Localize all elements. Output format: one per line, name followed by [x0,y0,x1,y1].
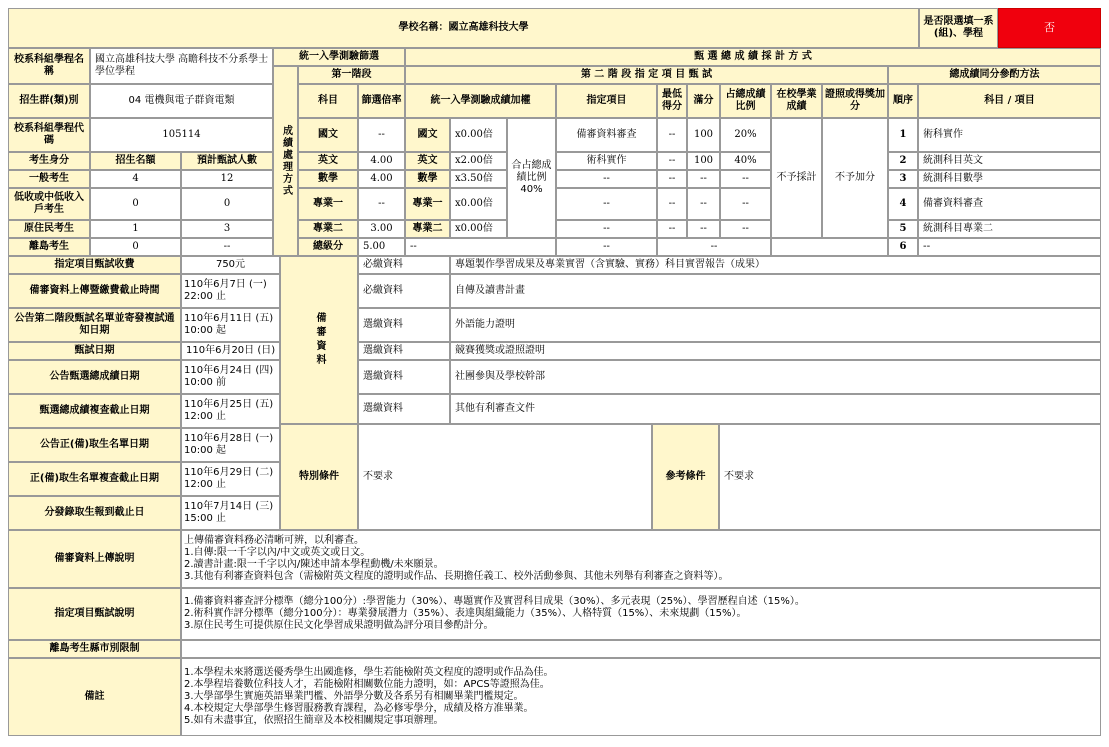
stage2-subtitle: 第 二 階 段 指 定 項 目 甄 試 [405,66,888,84]
schedule-label: 指定項目甄試收費 [8,256,181,274]
item-min: -- [657,118,687,152]
schedule-value [181,428,280,462]
tiebreak-order-header: 順序 [888,84,918,118]
weight-value: x0.00倍 [450,188,507,220]
exam-notes [181,588,1101,640]
item-header: 指定項目 [556,84,657,118]
stage1-subject: 國文 [298,118,358,152]
quota-count: 0 [90,188,181,220]
tiebreak-title: 總成績同分參酌方法 [888,66,1101,84]
review-kind: 選繳資料 [358,308,450,342]
schedule-date: 110年6月24日 (四) [184,365,274,376]
review-kind: 選繳資料 [358,394,450,424]
upload-note-line: 3.其他有利審查資料包含（需檢附英文程度的證明或作品、長期擔任義工、校外活動參與、其他未列舉有利審查之資料等）。 [184,571,729,582]
upload-notes-label: 備審資料上傳說明 [8,530,181,588]
tiebreak-item: 術科實作 [918,118,1101,152]
quota-count: 1 [90,220,181,238]
weight-total: -- [405,238,556,256]
item-full: -- [687,220,720,238]
review-desc: 外語能力證明 [450,308,1101,342]
item-name: -- [556,220,657,238]
quota-header-exam: 預計甄試人數 [181,152,273,170]
cert-bonus-value: 不予加分 [822,118,888,238]
stage1-total-label: 總級分 [298,238,358,256]
tiebreak-order: 3 [888,170,918,188]
upload-note-line: 1.自傳:限一千字以內/中文或英文或日文。 [184,547,371,558]
special-condition-value: 不要求 [358,424,652,530]
schedule-date: 110年7月14日 (三) [184,501,274,512]
remarks-label: 備註 [8,658,181,736]
quota-exam-count: 0 [181,188,273,220]
review-kind: 必繳資料 [358,256,450,274]
school-grade-value: 不予採計 [771,118,822,238]
schedule-date: 110年6月11日 (五) [184,313,274,324]
item-full: -- [687,170,720,188]
school-title: 學校名稱：國立高雄科技大學 [8,8,919,48]
group-value: 04 電機與電子群資電類 [90,84,273,118]
upload-note-line: 2.讀書計畫:限一千字以內/陳述申請本學程動機/未來願景。 [184,559,444,570]
exam-note-line: 1.備審資料審查評分標準（總分100分）:學習能力（30%）、專題實作及實習科目成果（30%）、多元表現（25%）、學習歷程自述（15%）。 [184,596,805,607]
stage1-ratio: -- [358,118,405,152]
tiebreak-item: 備審資料審查 [918,188,1101,220]
quota-header-type: 考生身分 [8,152,90,170]
limit-question: 是否限選填一系(組)、學程 [919,8,998,48]
schedule-date: 110年6月25日 (五) [184,399,274,410]
stage1-col-subject: 科目 [298,84,358,118]
schedule-label: 備審資料上傳暨繳費截止時間 [8,274,181,308]
quota-count: 4 [90,170,181,188]
schedule-date: 110年6月7日 (一) [184,279,267,290]
dept-value: 國立高雄科技大學 高瞻科技不分系學士學位學程 [90,48,273,84]
schedule-label: 公告第二階段甄試名單並寄發複試通知日期 [8,308,181,342]
stage1-ratio: 3.00 [358,220,405,238]
weight-value: x0.00倍 [450,220,507,238]
weight-subject: 數學 [405,170,450,188]
quota-type: 低收或中低收入戶考生 [8,188,90,220]
full-score-header: 滿分 [687,84,720,118]
item-pct: 20% [720,118,771,152]
tiebreak-order: 5 [888,220,918,238]
item-min: -- [657,170,687,188]
review-side-label: 備審資料 [280,256,358,424]
island-restriction-value [181,640,1101,658]
tiebreak-order: 2 [888,152,918,170]
remark-line: 2.本學程培養數位科技人才，若能檢附相關數位能力證明，如：APCS等證照為佳。 [184,679,550,690]
item-min: -- [657,188,687,220]
schedule-time: 10:00 前 [184,377,226,388]
tiebreak-item: 統測科目數學 [918,170,1101,188]
schedule-value: 110年6月20日 (日) [181,342,280,360]
tiebreak-order: 1 [888,118,918,152]
stage1-subject: 英文 [298,152,358,170]
quota-type: 離島考生 [8,238,90,256]
schedule-value [181,360,280,394]
school-grade-header: 在校學業成績 [771,84,822,118]
item-full: -- [687,188,720,220]
tiebreak-order: 4 [888,188,918,220]
exam-notes-label: 指定項目甄試說明 [8,588,181,640]
schedule-value [181,394,280,428]
cert-bonus-header: 證照或得獎加分 [822,84,888,118]
quota-exam-count: 3 [181,220,273,238]
schedule-value [181,308,280,342]
upload-notes [181,530,1101,588]
schedule-time: 12:00 止 [184,479,226,490]
upload-note-line: 上傳備審資料務必清晰可辨，以利審查。 [184,535,364,546]
tiebreak-order: 6 [888,238,918,256]
stage1-ratio: -- [358,188,405,220]
stage1-title: 統一入學測驗篩選 [273,48,405,66]
item-pct: -- [720,170,771,188]
stage2-title: 甄 選 總 成 績 採 計 方 式 [405,48,1101,66]
tiebreak-item: 統測科目專業二 [918,220,1101,238]
schedule-label: 公告正(備)取生名單日期 [8,428,181,462]
schedule-time: 10:00 起 [184,445,226,456]
item-name: -- [556,170,657,188]
schedule-value: 750元 [181,256,280,274]
schedule-label: 甄試日期 [8,342,181,360]
stage1-label: 第一階段 [298,66,405,84]
review-desc: 專題製作學習成果及專業實習（含實驗、實務）科目實習報告（成果） [450,256,1101,274]
special-condition-label: 特別條件 [280,424,358,530]
pct-header: 占總成績比例 [720,84,771,118]
item-full: 100 [687,118,720,152]
quota-exam-count: -- [181,238,273,256]
review-kind: 必繳資料 [358,274,450,308]
quota-header-quota: 招生名額 [90,152,181,170]
review-desc: 自傳及讀書計畫 [450,274,1101,308]
quota-type: 一般考生 [8,170,90,188]
weight-subject: 國文 [405,118,450,152]
weight-value: x0.00倍 [450,118,507,152]
weight-subject: 專業二 [405,220,450,238]
weight-value: x3.50倍 [450,170,507,188]
schedule-value [181,496,280,530]
review-kind: 選繳資料 [358,360,450,394]
min-score-header: 最低得分 [657,84,687,118]
schedule-label: 公告甄選總成績日期 [8,360,181,394]
weight-ratio: 合占總成績比例40% [507,118,556,238]
item-name: 備審資料審查 [556,118,657,152]
stage1-ratio: 4.00 [358,170,405,188]
item-pct: -- [720,188,771,220]
quota-type: 原住民考生 [8,220,90,238]
stage1-subject: 專業一 [298,188,358,220]
blank-cell [771,238,888,256]
code-label: 校系科組學程代碼 [8,118,90,152]
item-name: -- [556,188,657,220]
item-full: 100 [687,152,720,170]
item-total-rest: -- [657,238,771,256]
review-desc: 其他有利審查文件 [450,394,1101,424]
quota-exam-count: 12 [181,170,273,188]
schedule-date: 110年6月29日 (二) [184,467,274,478]
tiebreak-item: -- [918,238,1101,256]
item-min: -- [657,220,687,238]
schedule-value [181,274,280,308]
weight-subject: 專業一 [405,188,450,220]
tiebreak-item: 統測科目英文 [918,152,1101,170]
item-pct: -- [720,220,771,238]
schedule-time: 12:00 止 [184,411,226,422]
exam-note-line: 2.術科實作評分標準（總分100分）：專業發展潛力（35%）、表達與組織能力（35%）、人格特質（15%）、未來規劃（15%）。 [184,608,747,619]
item-total: -- [556,238,657,256]
reference-condition-value: 不要求 [719,424,1101,530]
code-value: 105114 [90,118,273,152]
scoring-method-side-label: 成績處理方式 [273,66,298,256]
item-name: 術科實作 [556,152,657,170]
stage1-subject: 數學 [298,170,358,188]
stage1-total-value: 5.00 [358,238,405,256]
island-restriction-label: 離島考生縣市別限制 [8,640,181,658]
group-label: 招生群(類)別 [8,84,90,118]
exam-note-line: 3.原住民考生可提供原住民文化學習成果證明做為評分項目參酌計分。 [184,620,494,631]
quota-count: 0 [90,238,181,256]
weight-value: x2.00倍 [450,152,507,170]
review-desc: 競賽獲獎或證照證明 [450,342,1101,360]
reference-condition-label: 參考條件 [652,424,719,530]
tiebreak-item-header: 科目 / 項目 [918,84,1101,118]
dept-label: 校系科組學程名稱 [8,48,90,84]
item-min: -- [657,152,687,170]
schedule-label: 甄選總成績複查截止日期 [8,394,181,428]
review-desc: 社團參與及學校幹部 [450,360,1101,394]
schedule-time: 10:00 起 [184,325,226,336]
item-pct: 40% [720,152,771,170]
review-kind: 選繳資料 [358,342,450,360]
stage1-subject: 專業二 [298,220,358,238]
schedule-label: 正(備)取生名單複查截止日期 [8,462,181,496]
remark-line: 4.本校規定大學部學生修習服務教育課程，為必修零學分，成績及格方准畢業。 [184,703,534,714]
remark-line: 3.大學部學生實施英語畢業門檻、外語學分數及各系另有相關畢業門檻規定。 [184,691,524,702]
schedule-time: 15:00 止 [184,513,226,524]
limit-answer-badge: 否 [998,8,1101,48]
weight-header: 統一入學測驗成績加權 [405,84,556,118]
stage1-ratio: 4.00 [358,152,405,170]
schedule-date: 110年6月28日 (一) [184,433,274,444]
remark-line: 5.如有未盡事宜，依照招生簡章及本校相關規定事項辦理。 [184,715,444,726]
remark-line: 1.本學程未來將選送優秀學生出國進修，學生若能檢附英文程度的證明或作品為佳。 [184,667,554,678]
weight-subject: 英文 [405,152,450,170]
schedule-label: 分發錄取生報到截止日 [8,496,181,530]
stage1-col-ratio: 篩選倍率 [358,84,405,118]
schedule-value [181,462,280,496]
remarks [181,658,1101,736]
schedule-time: 22:00 止 [184,291,226,302]
